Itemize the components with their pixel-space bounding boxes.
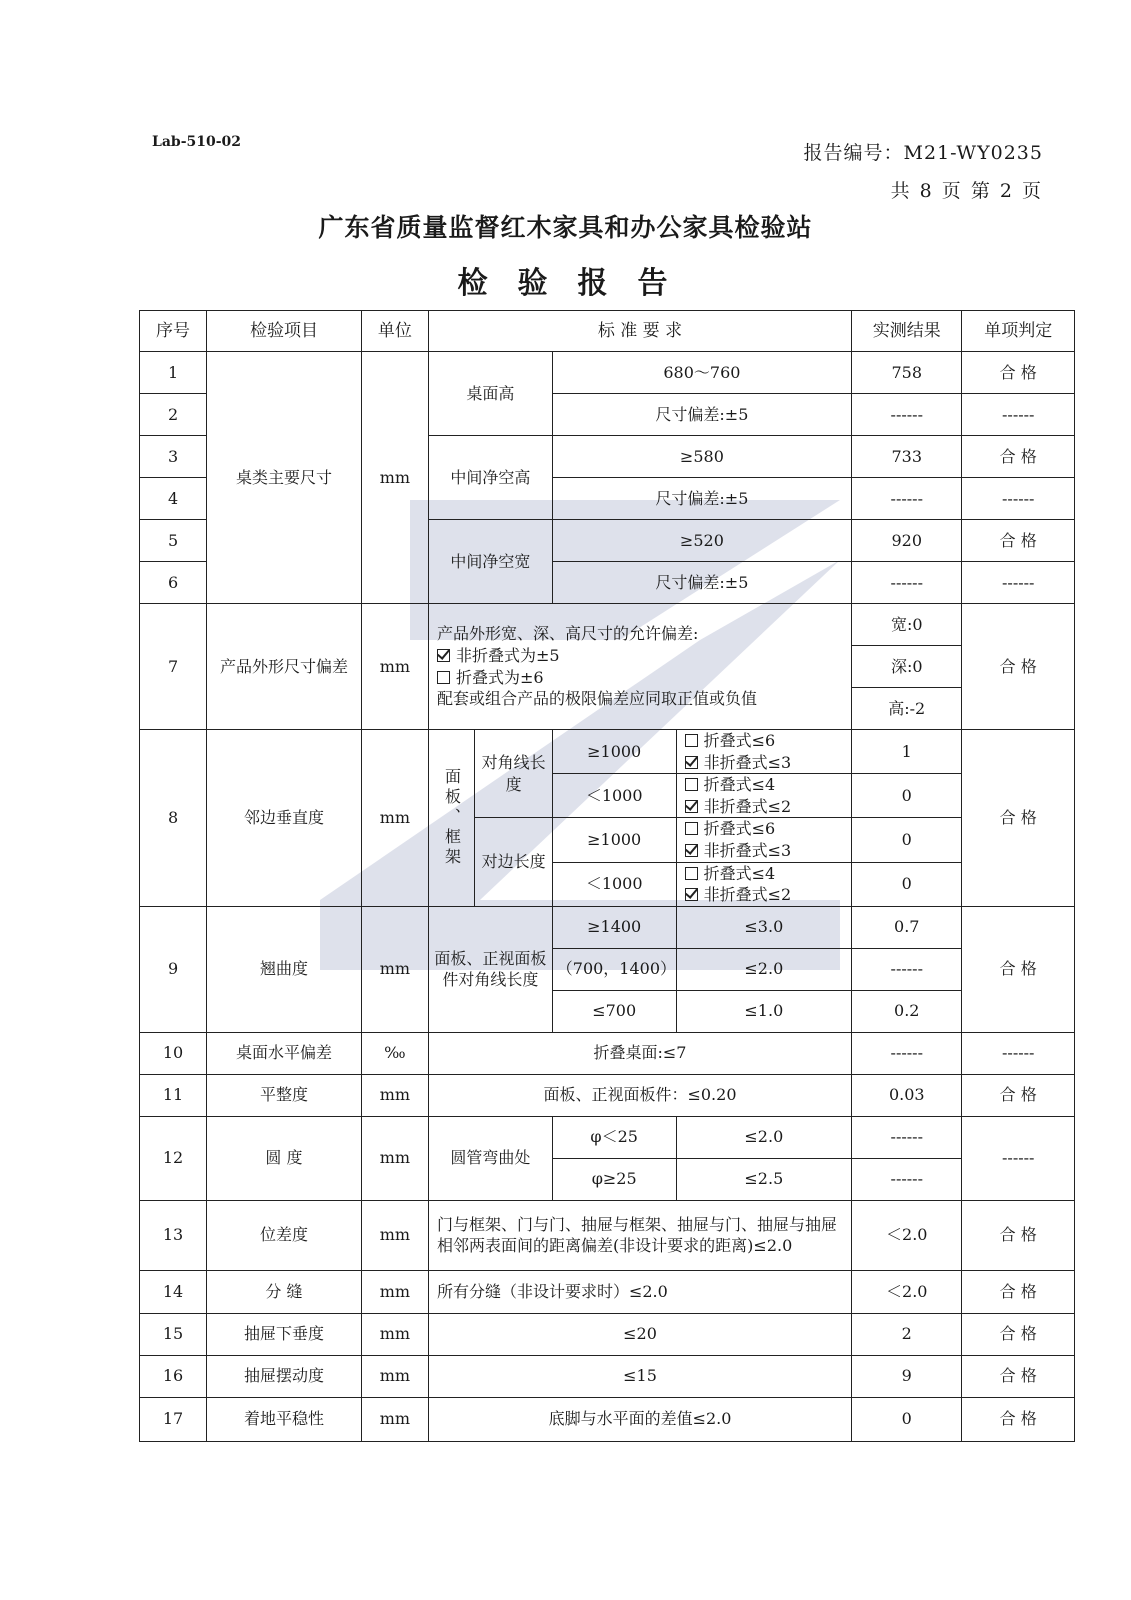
checkbox-checked-icon <box>685 756 698 769</box>
checkbox-cell <box>676 818 851 862</box>
verdict-cell: ------ <box>962 1116 1075 1200</box>
option-label: 非折叠式≤2 <box>703 885 792 905</box>
checkbox-option <box>685 884 847 906</box>
checkbox-option <box>685 818 847 840</box>
checkbox-checked-icon <box>685 800 698 813</box>
standard-cell: 折叠桌面:≤7 <box>428 1032 851 1074</box>
checkbox-empty-icon <box>437 671 450 684</box>
seq-cell: 1 <box>140 352 207 394</box>
sub-item-cell: 中间净空高 <box>428 436 552 520</box>
result-cell: 0 <box>852 818 962 862</box>
checkbox-option <box>437 645 847 667</box>
table-row <box>140 604 1075 646</box>
seq-cell: 8 <box>140 730 207 907</box>
verdict-cell: 合 格 <box>962 1397 1075 1441</box>
item-cell: 抽屉摆动度 <box>207 1355 362 1397</box>
item-cell: 位差度 <box>207 1200 362 1270</box>
condition-cell: φ＜25 <box>552 1116 676 1158</box>
checkbox-cell <box>676 774 851 818</box>
checkbox-option <box>685 730 847 752</box>
condition-cell: φ≥25 <box>552 1158 676 1200</box>
checkbox-option <box>685 796 847 818</box>
condition-cell: （700，1400） <box>552 948 676 990</box>
seq-cell: 6 <box>140 562 207 604</box>
condition-cell: 圆管弯曲处 <box>428 1116 552 1200</box>
result-cell: 0 <box>852 774 962 818</box>
checkbox-option <box>685 863 847 885</box>
result-cell: ------ <box>852 562 962 604</box>
standard-cell: ≤2.0 <box>676 948 851 990</box>
unit-cell: mm <box>361 730 428 907</box>
result-cell: 0.2 <box>852 990 962 1032</box>
table-row <box>140 906 1075 948</box>
verdict-cell: ------ <box>962 394 1075 436</box>
verdict-cell: 合 格 <box>962 1355 1075 1397</box>
result-cell: 深:0 <box>852 646 962 688</box>
header-verdict: 单项判定 <box>962 311 1075 352</box>
group-cell: 对角线长度 <box>475 730 552 818</box>
result-cell: ------ <box>852 478 962 520</box>
condition-cell: ≥1000 <box>552 730 676 774</box>
table-row <box>140 352 1075 394</box>
standard-cell: 所有分缝（非设计要求时）≤2.0 <box>428 1270 851 1313</box>
verdict-cell: ------ <box>962 478 1075 520</box>
header-unit: 单位 <box>361 311 428 352</box>
verdict-cell: 合 格 <box>962 352 1075 394</box>
sub-item-cell: 中间净空宽 <box>428 520 552 604</box>
condition-cell: ＜1000 <box>552 774 676 818</box>
standard-line: 配套或组合产品的极限偏差应同取正值或负值 <box>436 689 757 709</box>
unit-cell: mm <box>361 1355 428 1397</box>
checkbox-option <box>685 774 847 796</box>
unit-cell: ‰ <box>361 1032 428 1074</box>
checkbox-empty-icon <box>685 778 698 791</box>
seq-cell: 5 <box>140 520 207 562</box>
condition-cell: ≤700 <box>552 990 676 1032</box>
standard-cell: 尺寸偏差:±5 <box>552 394 851 436</box>
seq-cell: 9 <box>140 906 207 1032</box>
seq-cell: 11 <box>140 1074 207 1116</box>
seq-cell: 13 <box>140 1200 207 1270</box>
seq-cell: 10 <box>140 1032 207 1074</box>
standard-cell: ≤1.0 <box>676 990 851 1032</box>
condition-cell: ≥1400 <box>552 906 676 948</box>
unit-cell: mm <box>361 604 428 730</box>
group-cell: 对边长度 <box>475 818 552 906</box>
result-cell: 2 <box>852 1313 962 1355</box>
unit-cell: mm <box>361 906 428 1032</box>
standard-cell: 尺寸偏差:±5 <box>552 478 851 520</box>
standard-cell: ≥580 <box>552 436 851 478</box>
checkbox-option <box>685 840 847 862</box>
unit-cell: mm <box>361 1270 428 1313</box>
checkbox-empty-icon <box>685 734 698 747</box>
unit-cell: mm <box>361 352 428 604</box>
unit-cell: mm <box>361 1116 428 1200</box>
item-cell: 翘曲度 <box>207 906 362 1032</box>
result-cell: ------ <box>852 1032 962 1074</box>
table-row <box>140 1355 1075 1397</box>
result-cell: ------ <box>852 1116 962 1158</box>
table-row <box>140 1397 1075 1441</box>
seq-cell: 7 <box>140 604 207 730</box>
item-cell: 桌面水平偏差 <box>207 1032 362 1074</box>
unit-cell: mm <box>361 1397 428 1441</box>
verdict-cell: 合 格 <box>962 604 1075 730</box>
verdict-cell: 合 格 <box>962 520 1075 562</box>
table-row <box>140 1032 1075 1074</box>
standard-cell: ≤2.5 <box>676 1158 851 1200</box>
standard-cell: 面板、正视面板件：≤0.20 <box>428 1074 851 1116</box>
result-cell: 0 <box>852 1397 962 1441</box>
standard-cell: 门与框架、门与门、抽屉与框架、抽屉与门、抽屉与抽屉相邻两表面间的距离偏差(非设计要求的距离)≤2.0 <box>428 1200 851 1270</box>
checkbox-checked-icon <box>437 649 450 662</box>
header-seq: 序号 <box>140 311 207 352</box>
verdict-cell: 合 格 <box>962 1270 1075 1313</box>
standard-cell: ≥520 <box>552 520 851 562</box>
header-result: 实测结果 <box>852 311 962 352</box>
unit-cell: mm <box>361 1313 428 1355</box>
header-item: 检验项目 <box>207 311 362 352</box>
option-label: 非折叠式≤3 <box>703 840 792 860</box>
result-cell: ＜2.0 <box>852 1270 962 1313</box>
seq-cell: 2 <box>140 394 207 436</box>
table-row <box>140 730 1075 774</box>
result-cell: ------ <box>852 1158 962 1200</box>
standard-cell: ≤20 <box>428 1313 851 1355</box>
item-cell: 平整度 <box>207 1074 362 1116</box>
checkbox-checked-icon <box>685 888 698 901</box>
checkbox-cell <box>676 730 851 774</box>
item-cell: 抽屉下垂度 <box>207 1313 362 1355</box>
part-cell: 面板、框架 <box>428 730 474 907</box>
option-label: 非折叠式≤3 <box>703 752 792 772</box>
item-cell: 着地平稳性 <box>207 1397 362 1441</box>
seq-cell: 3 <box>140 436 207 478</box>
condition-cell: ＜1000 <box>552 862 676 906</box>
result-cell: 733 <box>852 436 962 478</box>
sub-item-cell: 桌面高 <box>428 352 552 436</box>
result-cell: 0.7 <box>852 906 962 948</box>
standard-cell: ≤2.0 <box>676 1116 851 1158</box>
checkbox-cell <box>676 862 851 906</box>
inspection-table <box>139 310 1075 1442</box>
result-cell: 宽:0 <box>852 604 962 646</box>
checkbox-checked-icon <box>685 844 698 857</box>
option-label: 折叠式≤4 <box>703 775 776 795</box>
table-row <box>140 1270 1075 1313</box>
seq-cell: 15 <box>140 1313 207 1355</box>
standard-cell: 底脚与水平面的差值≤2.0 <box>428 1397 851 1441</box>
verdict-cell: ------ <box>962 562 1075 604</box>
verdict-cell: 合 格 <box>962 906 1075 1032</box>
document-code: Lab-510-02 <box>152 134 242 150</box>
result-cell: 0 <box>852 862 962 906</box>
condition-cell: 面板、正视面板件对角线长度 <box>428 906 552 1032</box>
standard-cell: ≤3.0 <box>676 906 851 948</box>
standard-line: 产品外形宽、深、高尺寸的允许偏差: <box>436 624 699 644</box>
result-cell: 0.03 <box>852 1074 962 1116</box>
result-cell: ＜2.0 <box>852 1200 962 1270</box>
option-label: 非折叠式≤2 <box>703 796 792 816</box>
seq-cell: 14 <box>140 1270 207 1313</box>
verdict-cell: 合 格 <box>962 1200 1075 1270</box>
page-indicator: 共 8 页 第 2 页 <box>890 180 1043 202</box>
result-cell: ------ <box>852 948 962 990</box>
condition-cell: ≥1000 <box>552 818 676 862</box>
item-cell: 产品外形尺寸偏差 <box>207 604 362 730</box>
option-label: 非折叠式为±5 <box>455 645 560 665</box>
seq-cell: 4 <box>140 478 207 520</box>
result-cell: 920 <box>852 520 962 562</box>
option-label: 折叠式≤4 <box>703 863 776 883</box>
header-standard: 标 准 要 求 <box>428 311 851 352</box>
organization-name: 广东省质量监督红木家具和办公家具检验站 <box>318 213 813 242</box>
seq-cell: 16 <box>140 1355 207 1397</box>
item-cell: 桌类主要尺寸 <box>207 352 362 604</box>
result-cell: 9 <box>852 1355 962 1397</box>
verdict-cell: 合 格 <box>962 1313 1075 1355</box>
result-cell: 758 <box>852 352 962 394</box>
unit-cell: mm <box>361 1200 428 1270</box>
report-title: 检验报告 <box>457 266 698 301</box>
option-label: 折叠式为±6 <box>455 667 544 687</box>
option-label: 折叠式≤6 <box>703 731 776 750</box>
verdict-cell: 合 格 <box>962 730 1075 907</box>
standard-cell: 680～760 <box>552 352 851 394</box>
standard-cell: 尺寸偏差:±5 <box>552 562 851 604</box>
item-cell: 分 缝 <box>207 1270 362 1313</box>
item-cell: 邻边垂直度 <box>207 730 362 907</box>
report-number: 报告编号：M21-WY0235 <box>803 142 1043 164</box>
seq-cell: 17 <box>140 1397 207 1441</box>
item-cell: 圆 度 <box>207 1116 362 1200</box>
result-cell: 1 <box>852 730 962 774</box>
checkbox-empty-icon <box>685 822 698 835</box>
option-label: 折叠式≤6 <box>703 819 776 839</box>
checkbox-option <box>437 667 847 689</box>
table-row <box>140 1074 1075 1116</box>
result-cell: ------ <box>852 394 962 436</box>
verdict-cell: 合 格 <box>962 436 1075 478</box>
table-row <box>140 1116 1075 1158</box>
unit-cell: mm <box>361 1074 428 1116</box>
standard-cell <box>428 604 851 730</box>
verdict-cell: ------ <box>962 1032 1075 1074</box>
checkbox-empty-icon <box>685 867 698 880</box>
table-header-row <box>140 311 1075 352</box>
table-row <box>140 1200 1075 1270</box>
standard-cell: ≤15 <box>428 1355 851 1397</box>
seq-cell: 12 <box>140 1116 207 1200</box>
checkbox-option <box>685 752 847 774</box>
result-cell: 高:-2 <box>852 688 962 730</box>
table-row <box>140 1313 1075 1355</box>
verdict-cell: 合 格 <box>962 1074 1075 1116</box>
